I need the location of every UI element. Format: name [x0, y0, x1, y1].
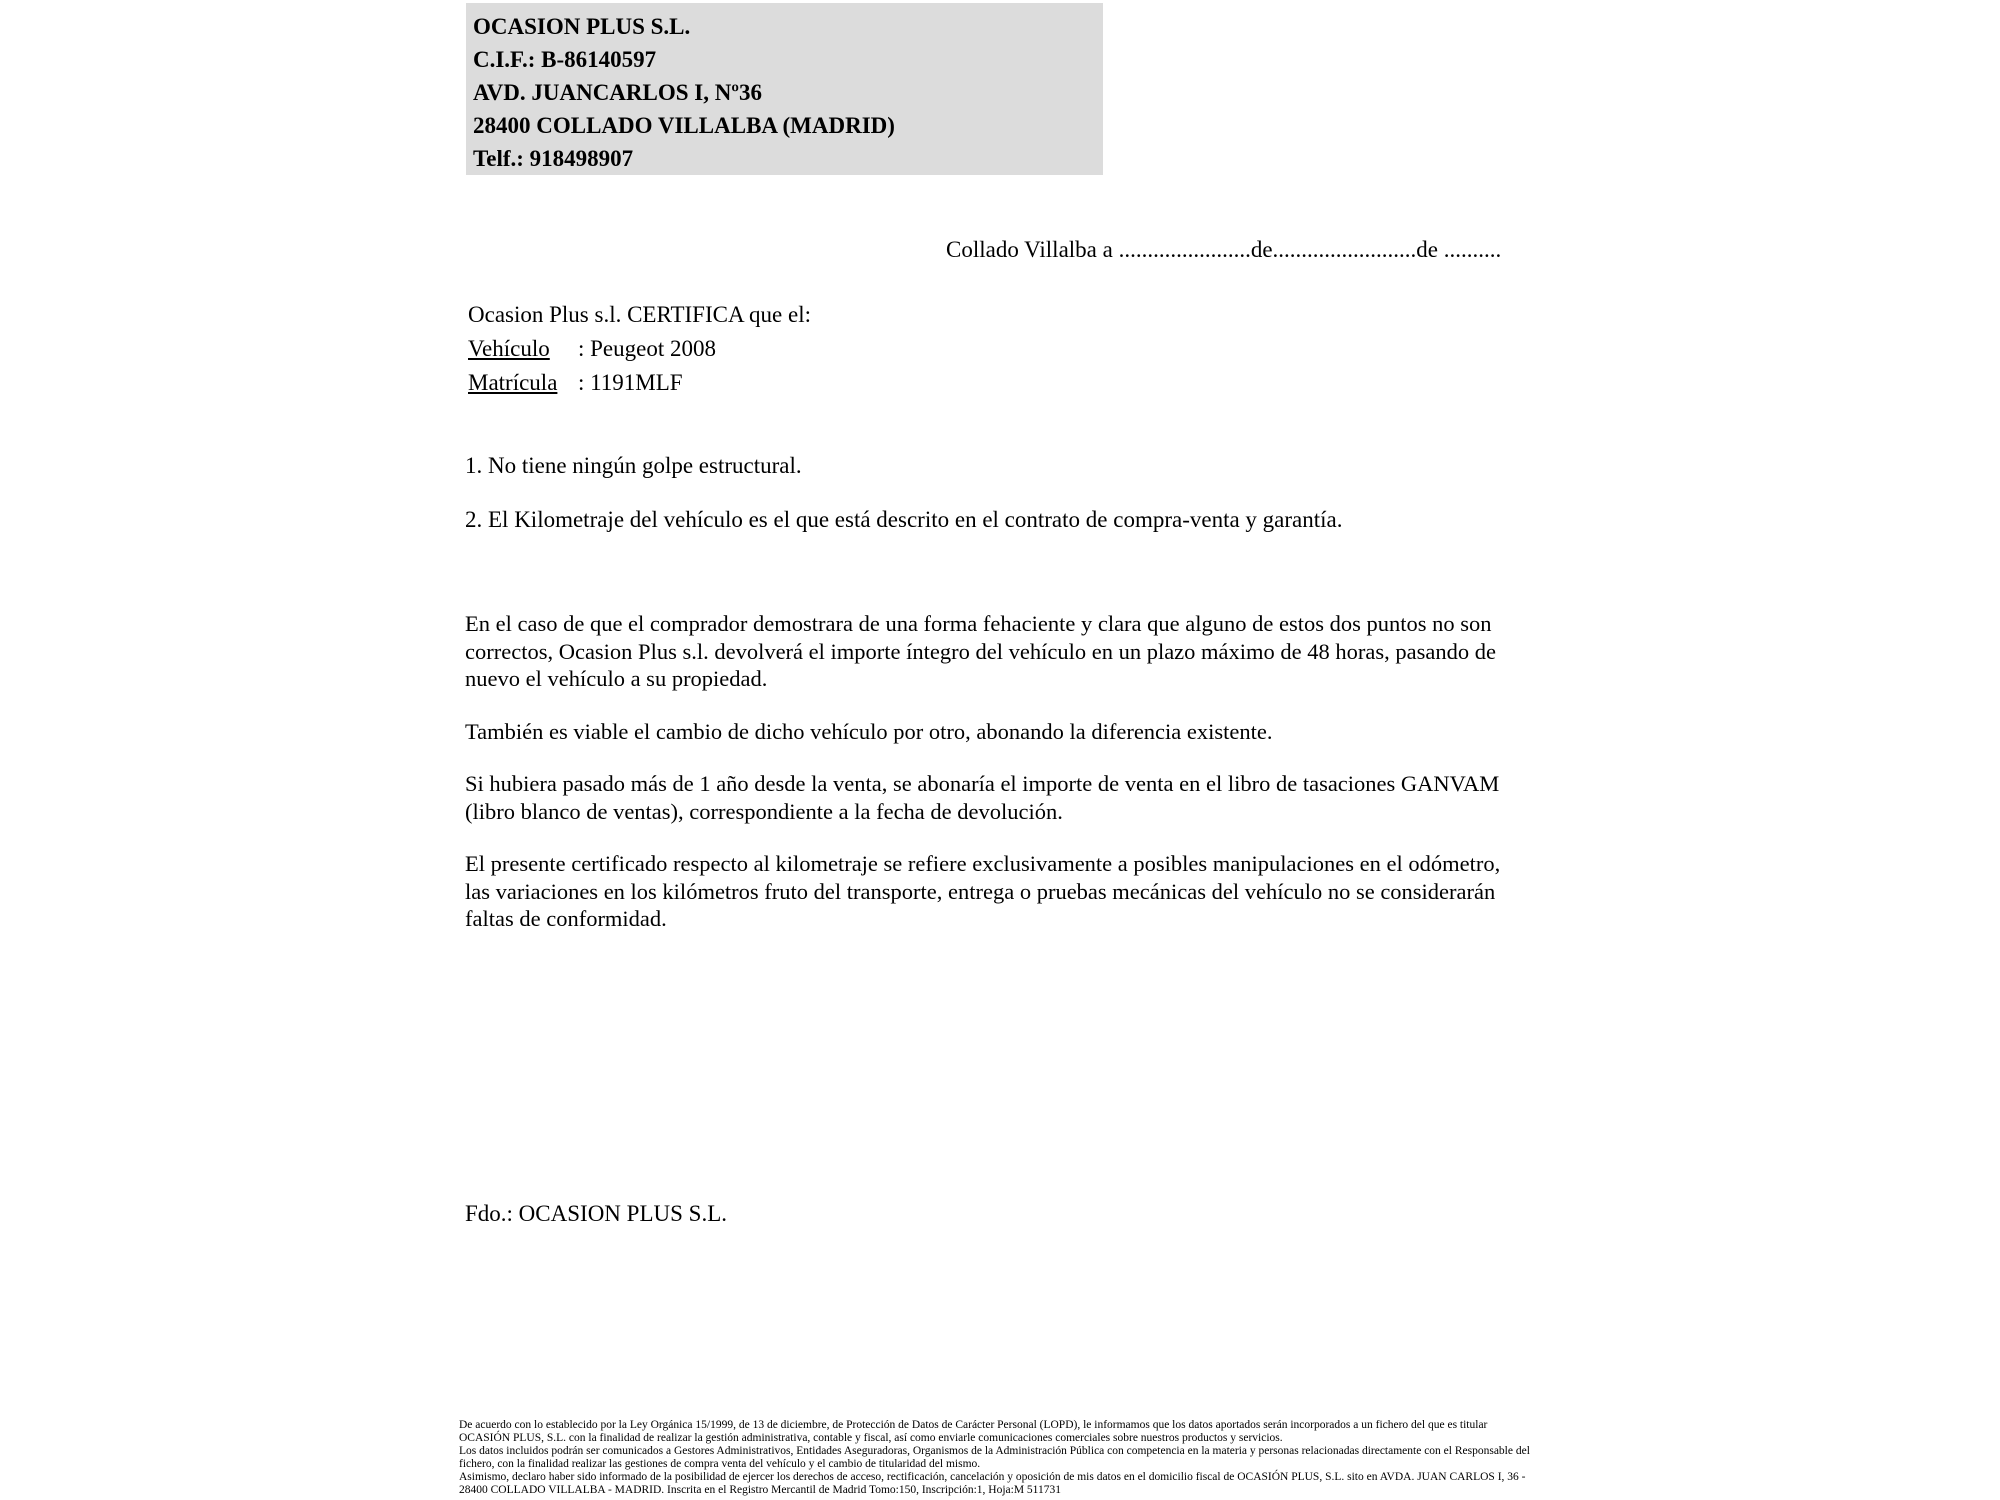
paragraph-exchange: También es viable el cambio de dicho vehículo por otro, abonando la diferencia existente. [465, 718, 1273, 744]
point-2: 2. El Kilometraje del vehículo es el que está descrito en el contrato de compra-venta y garantía. [465, 507, 1343, 532]
vehicle-row [468, 332, 811, 366]
point-1: 1. No tiene ningún golpe estructural. [465, 453, 802, 478]
company-header [466, 3, 1103, 175]
company-phone: Telf.: 918498907 [473, 146, 634, 171]
paragraph-odometer: El presente certificado respecto al kilometraje se refiere exclusivamente a posibles manipulaciones en el odómetro, las variaciones en los kilómetros fruto del transporte, entrega o pruebas mecánicas del vehículo no se considerarán faltas de conformidad. [465, 851, 1501, 931]
company-cif: C.I.F.: B-86140597 [473, 47, 657, 72]
legal-paragraph-lopd: De acuerdo con lo establecido por la Ley Orgánica 15/1999, de 13 de diciembre, de Protección de Datos de Carácter Personal (LOPD), le informamos que los datos aportados serán incorporados a un fichero del que es titular OCASIÓN PLUS, S.L. con la finalidad de realizar la gestión administrativa, contable y fiscal, así como enviarle comunicaciones comerciales sobre nuestros productos y servicios. [459, 1419, 1488, 1444]
date-line: Collado Villalba a .......................de.........................de .......... [946, 237, 1502, 262]
legal-paragraph-data-sharing: Los datos incluidos podrán ser comunicados a Gestores Administrativos, Entidades Aseguradoras, Organismos de la Administración Pública con competencia en la materia y personas relacionadas directamente con el Responsable del fichero, con la finalidad realizar las gestiones de compra venta del vehículo y el cambio de titularidad del mismo. [459, 1445, 1530, 1470]
paragraph-refund: En el caso de que el comprador demostrara de una forma fehaciente y clara que alguno de estos dos puntos no son correctos, Ocasion Plus s.l. devolverá el importe íntegro del vehículo en un plazo máximo de 48 horas, pasando de nuevo el vehículo a su propiedad. [465, 611, 1496, 691]
certify-block [468, 298, 811, 400]
plate-row [468, 366, 811, 400]
company-address: AVD. JUANCARLOS I, Nº36 [473, 80, 762, 105]
body-paragraphs [465, 610, 1523, 958]
legal-notice [459, 1419, 1531, 1497]
certify-intro: Ocasion Plus s.l. CERTIFICA que el: [468, 302, 811, 327]
vehicle-value: : Peugeot 2008 [578, 336, 716, 361]
points-list [465, 452, 1565, 534]
company-name: OCASION PLUS S.L. [473, 14, 691, 39]
vehicle-label: Vehículo [468, 336, 550, 361]
company-city: 28400 COLLADO VILLALBA (MADRID) [473, 113, 895, 138]
plate-value: : 1191MLF [578, 370, 683, 395]
legal-paragraph-rights: Asimismo, declaro haber sido informado de la posibilidad de ejercer los derechos de acceso, rectificación, cancelación y oposición de mis datos en el domicilio fiscal de OCASIÓN PLUS, S.L. sito en AVDA. JUAN CARLOS I, 36 - 28400 COLLADO VILLALBA - MADRID. Inscrita en el Registro Mercantil de Madrid Tomo:150, Inscripción:1, Hoja:M 511731 [459, 1471, 1526, 1496]
signature-line: Fdo.: OCASION PLUS S.L. [465, 1201, 727, 1226]
paragraph-ganvam: Si hubiera pasado más de 1 año desde la venta, se abonaría el importe de venta en el libro de tasaciones GANVAM (libro blanco de ventas), correspondiente a la fecha de devolución. [465, 771, 1500, 824]
plate-label: Matrícula [468, 370, 558, 395]
